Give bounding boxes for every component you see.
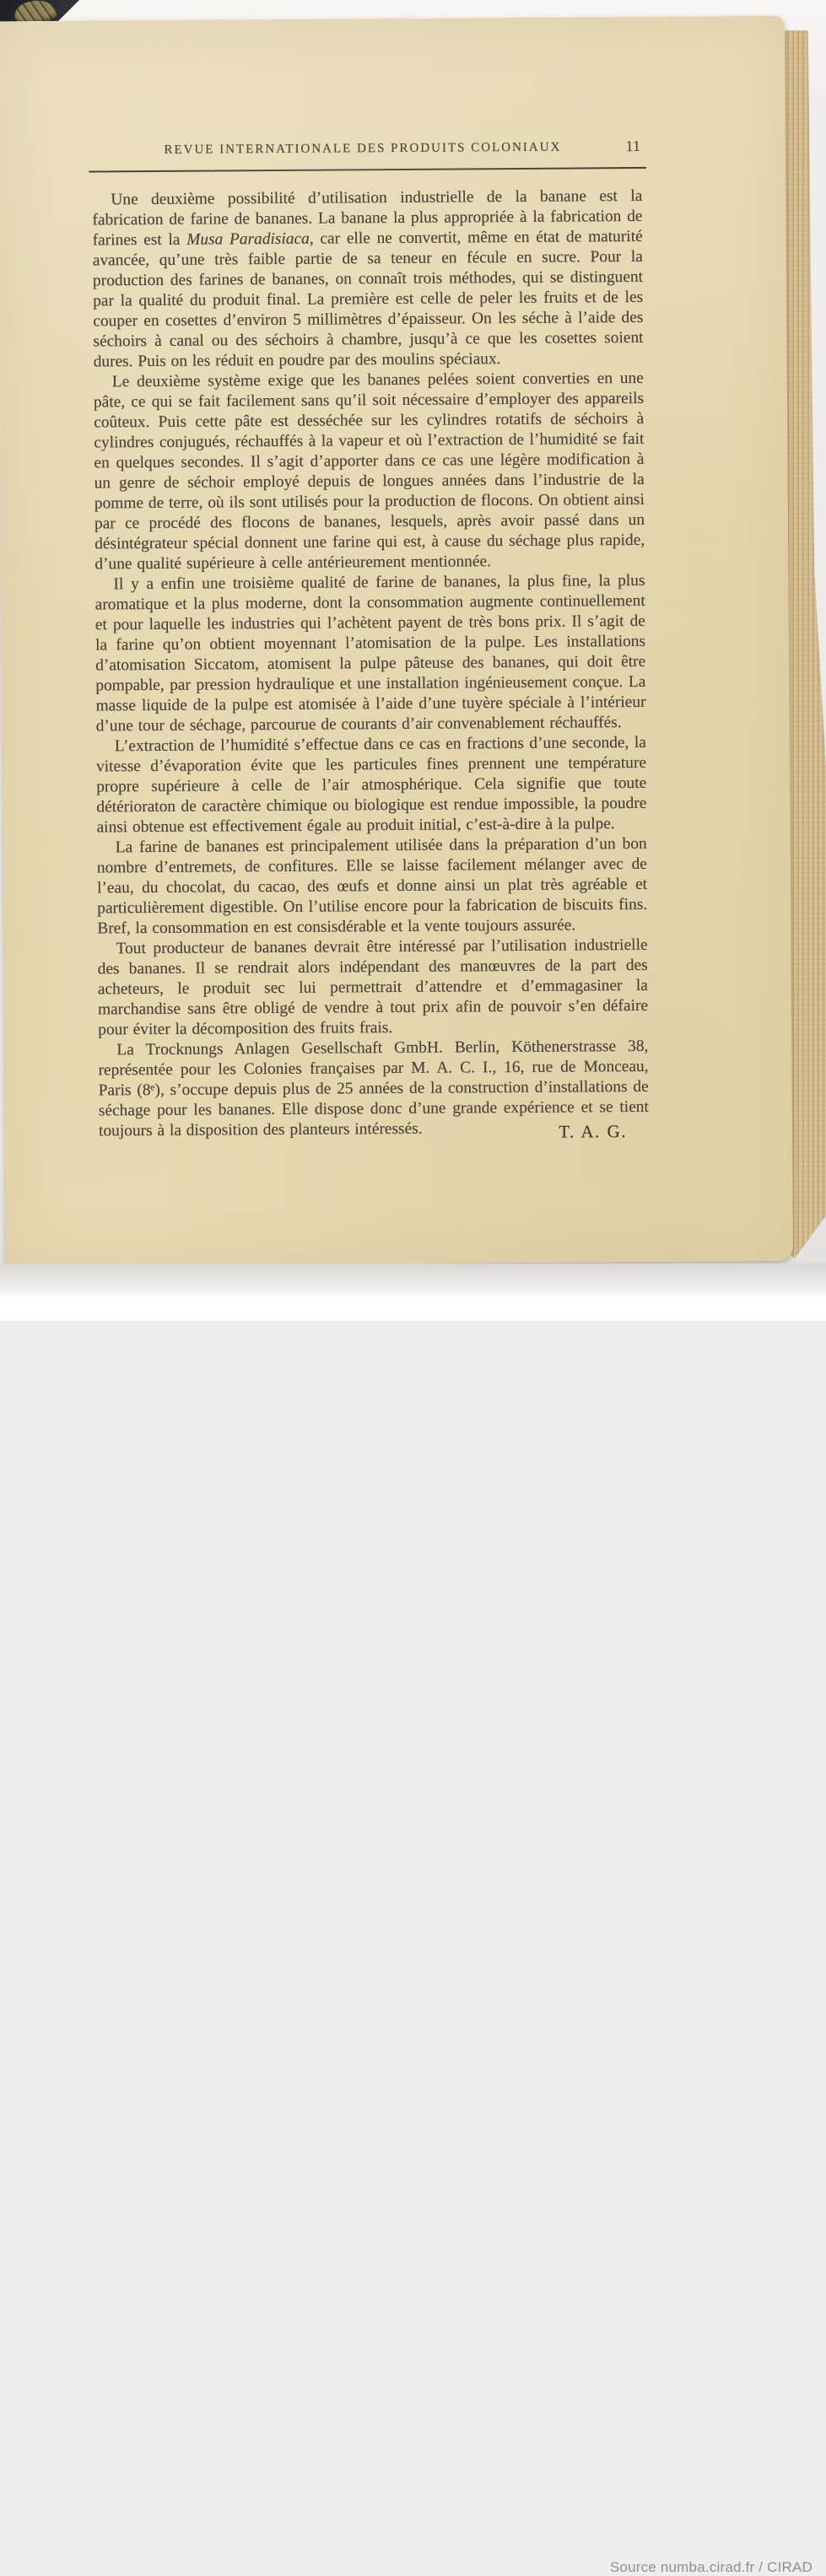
article-body bbox=[92, 186, 649, 1142]
paragraph-1-text: Une deuxième possibilité d’utilisation industrielle de la banane est la fabrication de farine de bananes. La banane la plus appropriée à la fabrication de farines est la bbox=[92, 186, 643, 250]
species-name-italic: Musa Paradisiaca bbox=[186, 229, 310, 249]
paragraph-1 bbox=[92, 186, 643, 373]
journal-header bbox=[92, 137, 642, 166]
paragraph-1-text-cont: , car elle ne convertit, même en état de maturité avancée, qu’une très faible partie de sa teneur en fécule en sucre. Pour la production des farines de bananes, on connaît trois méthodes, qui se distinguent par la qualité du produit final. La première est celle de peler les fruits et de les couper en cosettes d’environ 5 millimètres d’épaisseur. On les séche à l’aide des séchoirs à canal ou des séchoirs à chambre, jusqu’à ce que les cosettes soient dures. Puis on les réduit en poudre par des moulins spéciaux. bbox=[92, 227, 644, 371]
paragraph-3: Il y a enfin une troisième qualité de farine de bananes, la plus fine, la plus aromatique et la plus moderne, dont la consommation augmente continuellement et pour laquelle les industries qui l’achètent payent de très bons prix. Il s’agit de la farine qu’on obtient moyennant l’atomisation de la pulpe. Les installations d’atomisation Siccatom, atomisent la pulpe pâteuse des bananes, qui doit être pompable, par pression hydraulique et une installation ingénieusement conçue. La masse liquide de la pulpe est atomisée à l’aide d’une tuyère spéciale à l’intérieur d’une tour de séchage, parcourue de courants d’air convenablement réchauffés. bbox=[94, 571, 646, 736]
journal-title: REVUE INTERNATIONALE DES PRODUITS COLONIAUX bbox=[164, 140, 562, 157]
paragraph-7 bbox=[98, 1037, 649, 1142]
paragraph-6: Tout producteur de bananes devrait être intéressé par l’utilisation industrielle des bananes. Il se rendrait alors indépendant des manœuvres de la part des acheteurs, le produit sec lui permettrait d’attendre et d’emmagasiner la marchandise sans être obligé de vendre à tout prix afin de pouvoir s’en défaire pour éviter la décomposition des fruits frais. bbox=[97, 935, 649, 1039]
scanned-page bbox=[0, 16, 793, 1266]
paragraph-7-text: La Trocknungs Anlagen Gesellschaft GmbH. Berlin, Köthenerstrasse 38, représentée pour les Colonies françaises par M. A. C. I., 16, rue de Monceau, Paris (8ᵉ), s’occupe depuis plus de 25 années de la construction d’installations de séchage pour les bananes. Elle dispose donc d’une grande expérience et se tient toujours à la disposition des planteurs intéressés. bbox=[98, 1037, 649, 1140]
paragraph-2: Le deuxième système exige que les bananes pelées soient converties en une pâte, ce qui se fait facilement sans qu’il soit nécessaire d’employer des appareils coûteux. Puis cette pâte est desséchée sur les cylindres rotatifs de séchoirs à cylindres conjugués, réchauffés à la vapeur et où l’extraction de l’humidité se fait en quelques secondes. Il s’agit d’apporter dans ce cas une légère modification à un genre de séchoir employé depuis de longues années dans l’industrie de la pomme de terre, où ils sont utilisés pour la production de flocons. On obtient ainsi par ce procédé des flocons de bananes, lesquels, après avoir passé dans un désintégrateur spécial donnent une farine qui est, à cause du séchage plus rapide, d’une qualité supérieure à celle antérieurement mentionnée. bbox=[93, 369, 645, 574]
header-rule bbox=[89, 167, 646, 173]
source-credit: Source numba.cirad.fr / CIRAD bbox=[609, 2559, 813, 2575]
paragraph-5: La farine de bananes est principalement utilisée dans la préparation d’un bon nombre d’entremets, de confitures. Elle se laisse facilement mélanger avec de l’eau, du chocolat, du cacao, des œufs et donne ainsi un plat très agréable et particulièrement digestible. On l’utilise encore pour la fabrication de biscuits fins. Bref, la consommation en est consisdérable et la vente toujours assurée. bbox=[96, 834, 648, 938]
author-signature: T. A. G. bbox=[559, 1121, 628, 1142]
paragraph-4: L’extraction de l’humidité s’effectue dans ce cas en fractions d’une seconde, la vitesse d’évaporation évite que les particules fines prennent une température propre supérieure à celle de l’air atmosphérique. Cela signifie que toute détérioraton de caractère chimique ou biologique est rendue impossible, la poudre ainsi obtenue est effectivement égale au produit initial, c’est-à-dire à la pulpe. bbox=[95, 733, 647, 837]
source-strip bbox=[0, 1264, 826, 2575]
page-number: 11 bbox=[625, 137, 640, 155]
